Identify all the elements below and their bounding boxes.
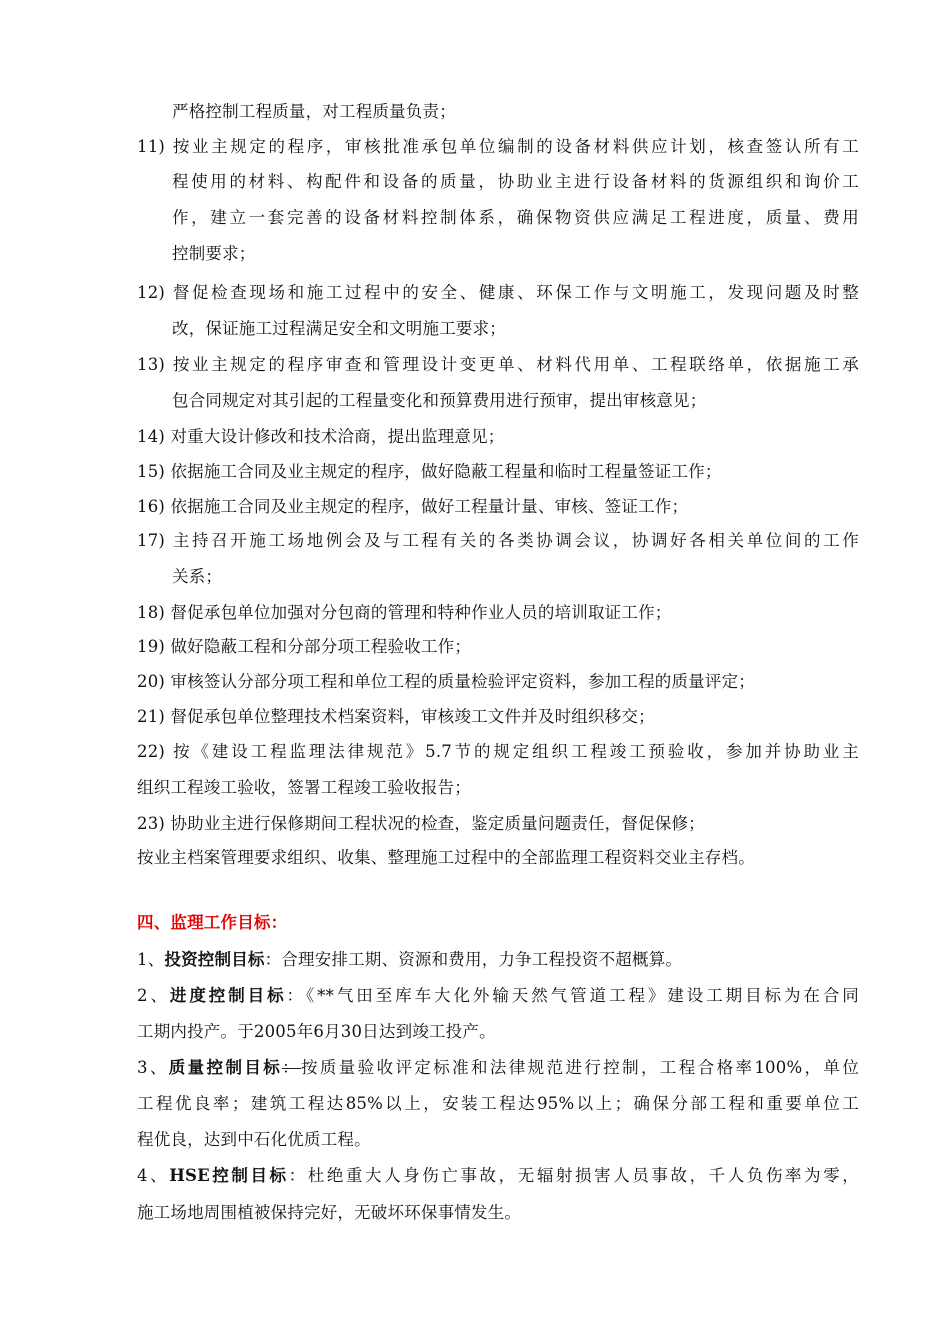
text-line: 严格控制工程质量，对工程质量负责；	[172, 102, 456, 121]
goal-text: ：合理安排工期、资源和费用，力争工程投资不超概算。	[264, 950, 683, 969]
goal-label: HSE控制目标	[169, 1166, 289, 1185]
goal-text: ：《**气田至库车大化外输天然气管道工程》建设工期目标为在合同	[286, 986, 860, 1005]
list-item-17: 17) 主持召开施工场地例会及与工程有关的各类协调会议，协调好各相关单位间的工作	[137, 531, 859, 550]
text-line: 控制要求；	[172, 244, 256, 263]
goal-1	[137, 950, 682, 970]
section-heading: 四、监理工作目标：	[137, 913, 288, 932]
text-line: 施工场地周围植被保持完好，无破坏环保事情发生。	[137, 1203, 522, 1222]
text-line: 组织工程竣工验收，签署工程竣工验收报告；	[137, 778, 471, 797]
text-line: 程使用的材料、构配件和设备的质量，协助业主进行设备材料的货源组织和询价工	[172, 172, 859, 191]
text-line: 关系；	[172, 567, 223, 586]
list-item-15: 15) 依据施工合同及业主规定的程序，做好隐蔽工程量和临时工程量签证工作；	[137, 462, 722, 481]
text-line: 包合同规定对其引起的工程量变化和预算费用进行预审，提出审核意见；	[172, 391, 707, 410]
list-item-21: 21) 督促承包单位整理技术档案资料，审核竣工文件并及时组织移交；	[137, 707, 655, 726]
goal-label: 质量控制目标	[168, 1058, 283, 1077]
list-item-19: 19) 做好隐蔽工程和分部分项工程验收工作；	[137, 637, 472, 656]
list-item-11: 11) 按业主规定的程序，审核批准承包单位编制的设备材料供应计划，核查签认所有工	[137, 137, 859, 156]
goal-number: 2、	[137, 986, 170, 1005]
text-line: 工程优良率；建筑工程达85%以上，安装工程达95%以上；确保分部工程和重要单位工	[137, 1094, 859, 1113]
text-line: 作，建立一套完善的设备材料控制体系，确保物资供应满足工程进度，质量、费用	[172, 208, 859, 227]
goal-text: ：杜绝重大人身伤亡事故，无辐射损害人员事故，千人负伤率为零，	[288, 1166, 860, 1185]
goal-number: 1、	[137, 950, 165, 969]
struck-colon: ：	[282, 1058, 302, 1077]
list-item-23: 23) 协助业主进行保修期间工程状况的检查，鉴定质量问题责任，督促保修；	[137, 814, 705, 833]
text-line: 程优良，达到中石化优质工程。	[137, 1130, 371, 1149]
goal-3	[137, 1058, 859, 1078]
text-line: 改，保证施工过程满足安全和文明施工要求；	[172, 319, 506, 338]
goal-label: 进度控制目标	[169, 986, 287, 1005]
text-line: 按业主档案管理要求组织、收集、整理施工过程中的全部监理工程资料交业主存档。	[137, 848, 755, 867]
list-item-20: 20) 审核签认分部分项工程和单位工程的质量检验评定资料，参加工程的质量评定；	[137, 672, 755, 691]
list-item-22: 22) 按《建设工程监理法律规范》5.7节的规定组织工程竣工预验收，参加并协助业主	[137, 742, 859, 761]
goal-2	[137, 986, 859, 1006]
text-line: 工期内投产。于2005年6月30日达到竣工投产。	[137, 1022, 496, 1041]
list-item-16: 16) 依据施工合同及业主规定的程序，做好工程量计量、审核、签证工作；	[137, 497, 689, 516]
goal-text: 按质量验收评定标准和法律规范进行控制，工程合格率100%，单位	[301, 1058, 859, 1077]
list-item-13: 13) 按业主规定的程序审查和管理设计变更单、材料代用单、工程联络单，依据施工承	[137, 355, 859, 374]
list-item-18: 18) 督促承包单位加强对分包商的管理和特种作业人员的培训取证工作；	[137, 603, 672, 622]
list-item-12: 12) 督促检查现场和施工过程中的安全、健康、环保工作与文明施工，发现问题及时整	[137, 283, 859, 302]
list-item-14: 14) 对重大设计修改和技术洽商，提出监理意见；	[137, 427, 505, 446]
goal-number: 3、	[137, 1058, 169, 1077]
goal-4	[137, 1166, 859, 1186]
goal-number: 4、	[137, 1166, 170, 1185]
goal-label: 投资控制目标	[164, 950, 265, 969]
